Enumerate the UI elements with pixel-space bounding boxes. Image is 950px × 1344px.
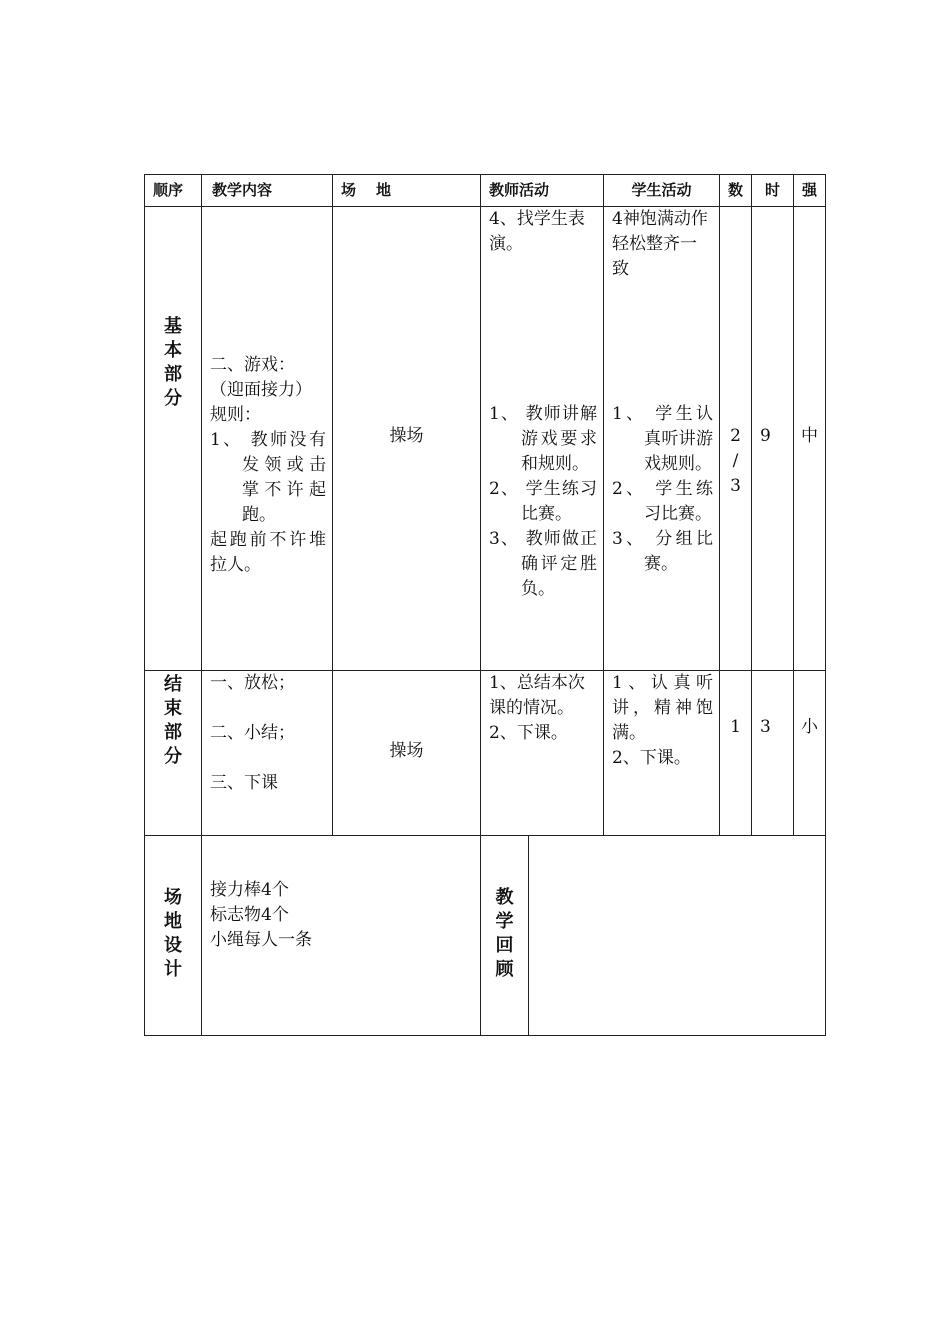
end-content-line: 一、放松； — [210, 673, 295, 693]
header-count: 数 — [720, 175, 752, 207]
header-student: 学生活动 — [604, 175, 720, 207]
end-student-cell — [604, 671, 720, 836]
basic-count-cell — [720, 207, 752, 671]
basic-section-label: 基本部分 — [164, 316, 182, 409]
end-content-line: 三、下课 — [210, 773, 278, 793]
design-equipment-cell — [202, 836, 481, 1036]
lesson-plan-table — [144, 174, 826, 1036]
end-section-row — [145, 671, 826, 836]
end-teacher-line: 2、下课。 — [489, 723, 568, 743]
basic-venue-cell — [333, 207, 481, 671]
basic-content-line: （迎面接力） — [210, 380, 312, 400]
basic-count-bottom: 3 — [730, 476, 741, 496]
basic-section-row — [145, 207, 826, 671]
end-intensity: 小 — [801, 717, 818, 737]
end-count-cell — [720, 671, 752, 836]
basic-intensity-cell — [794, 207, 826, 671]
header-venue-b: 地 — [376, 181, 392, 199]
basic-section-cell — [145, 207, 202, 671]
basic-student-top: 4神饱满动作轻松整齐一致 — [612, 209, 708, 279]
basic-teacher-top: 4、找学生表演。 — [489, 209, 585, 254]
design-section-label: 场地设计 — [164, 887, 182, 980]
review-label: 教学回顾 — [495, 887, 514, 980]
header-content: 教学内容 — [202, 175, 333, 207]
basic-student-item: 1、 学生认真听讲游戏规则。 — [612, 404, 713, 474]
basic-content-cell — [202, 207, 333, 671]
end-count: 1 — [730, 717, 741, 737]
design-section-cell — [145, 836, 202, 1036]
header-time: 时 — [752, 175, 794, 207]
equipment-line: 标志物4个 — [210, 905, 289, 925]
basic-count-slash: / — [732, 451, 739, 471]
basic-time-cell — [752, 207, 794, 671]
header-order: 顺序 — [145, 175, 202, 207]
basic-content-line: 二、游戏： — [210, 355, 295, 375]
basic-content-line: 起跑前不许堆拉人。 — [210, 530, 326, 575]
review-content-cell — [529, 836, 826, 1036]
review-label-cell — [481, 836, 529, 1036]
end-section-label: 结束部分 — [164, 674, 182, 767]
basic-teacher-item: 1、 教师讲解游戏要求和规则。 — [489, 404, 597, 474]
header-teacher: 教师活动 — [481, 175, 604, 207]
end-teacher-cell — [481, 671, 604, 836]
header-venue-a: 场 — [341, 181, 357, 199]
equipment-line: 接力棒4个 — [210, 880, 289, 900]
end-student-line: 2、下课。 — [612, 748, 691, 768]
end-time: 3 — [760, 717, 771, 737]
table-header-row — [145, 175, 826, 207]
equipment-line: 小绳每人一条 — [210, 930, 312, 950]
end-section-cell — [145, 671, 202, 836]
basic-time: 9 — [760, 426, 771, 446]
end-teacher-line: 1、总结本次课的情况。 — [489, 673, 585, 718]
end-venue: 操场 — [389, 741, 424, 761]
basic-student-item: 2、 学生练习比赛。 — [612, 479, 713, 524]
header-intensity: 强 — [794, 175, 826, 207]
basic-teacher-item: 2、 学生练习比赛。 — [489, 479, 597, 524]
end-venue-cell — [333, 671, 481, 836]
end-content-line: 二、小结； — [210, 723, 295, 743]
basic-content-line: 1、 教师没有发领或击掌不许起跑。 — [210, 430, 326, 525]
header-venue — [333, 175, 481, 207]
basic-venue: 操场 — [389, 426, 424, 446]
end-student-line: 1、认真听讲，精神饱满。 — [612, 673, 713, 743]
basic-intensity: 中 — [801, 426, 818, 446]
basic-student-item: 3、 分组比赛。 — [612, 529, 713, 574]
basic-teacher-item: 3、 教师做正确评定胜负。 — [489, 529, 597, 599]
end-intensity-cell — [794, 671, 826, 836]
basic-count-top: 2 — [730, 426, 741, 446]
end-content-cell — [202, 671, 333, 836]
basic-teacher-cell — [481, 207, 604, 671]
end-time-cell — [752, 671, 794, 836]
design-section-row — [145, 836, 826, 1036]
basic-student-cell — [604, 207, 720, 671]
basic-content-line: 规则： — [210, 405, 261, 425]
